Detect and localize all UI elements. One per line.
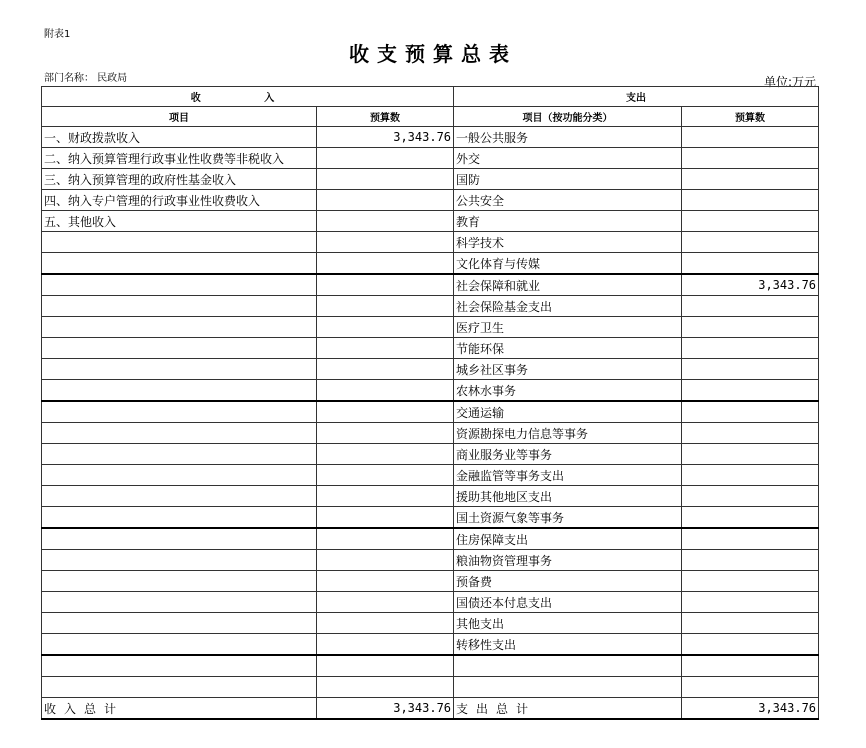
col-header-income-budget: 预算数 xyxy=(317,107,454,127)
table-row xyxy=(42,507,819,529)
table-row xyxy=(42,677,819,698)
column-header-row xyxy=(42,107,819,127)
expense-item-cell: 转移性支出 xyxy=(454,634,682,656)
income-value-cell xyxy=(317,401,454,423)
table-row xyxy=(42,190,819,211)
income-item-cell xyxy=(42,507,317,529)
expense-item-cell: 教育 xyxy=(454,211,682,232)
table-row xyxy=(42,127,819,148)
table-row xyxy=(42,359,819,380)
table-row xyxy=(42,148,819,169)
income-item-cell xyxy=(42,296,317,317)
expense-item-cell: 社会保险基金支出 xyxy=(454,296,682,317)
income-item-cell xyxy=(42,655,317,677)
table-row xyxy=(42,232,819,253)
expense-item-cell: 节能环保 xyxy=(454,338,682,359)
expense-item-cell: 金融监管等事务支出 xyxy=(454,465,682,486)
income-value-cell xyxy=(317,253,454,275)
table-row xyxy=(42,592,819,613)
income-value-cell xyxy=(317,338,454,359)
income-value-cell xyxy=(317,148,454,169)
income-item-cell xyxy=(42,232,317,253)
table-row xyxy=(42,550,819,571)
expense-item-cell xyxy=(454,655,682,677)
expense-section-header: 支出 xyxy=(454,87,819,107)
expense-value-cell xyxy=(682,655,819,677)
expense-item-cell: 援助其他地区支出 xyxy=(454,486,682,507)
income-value-cell xyxy=(317,169,454,190)
table-row xyxy=(42,571,819,592)
page-title: 收支预算总表 xyxy=(349,42,517,66)
expense-item-cell: 住房保障支出 xyxy=(454,528,682,550)
total-income-label: 收入总计 xyxy=(42,698,317,720)
expense-value-cell xyxy=(682,444,819,465)
income-value-cell xyxy=(317,613,454,634)
expense-value-cell xyxy=(682,613,819,634)
expense-item-cell: 一般公共服务 xyxy=(454,127,682,148)
income-value-cell xyxy=(317,317,454,338)
income-item-cell xyxy=(42,274,317,296)
expense-value-cell xyxy=(682,571,819,592)
income-item-cell xyxy=(42,317,317,338)
income-item-cell xyxy=(42,401,317,423)
table-row xyxy=(42,465,819,486)
income-item-cell xyxy=(42,423,317,444)
table-row xyxy=(42,423,819,444)
income-item-cell: 三、纳入预算管理的政府性基金收入 xyxy=(42,169,317,190)
expense-item-cell xyxy=(454,677,682,698)
attachment-label: 附表1 xyxy=(44,29,71,40)
expense-value-cell xyxy=(682,127,819,148)
section-header-row xyxy=(42,87,819,107)
expense-value-cell xyxy=(682,486,819,507)
expense-value-cell xyxy=(682,528,819,550)
income-item-cell xyxy=(42,592,317,613)
income-item-cell xyxy=(42,444,317,465)
expense-value-cell xyxy=(682,592,819,613)
department-name: 部门名称： 民政局 xyxy=(44,73,128,84)
table-row xyxy=(42,169,819,190)
income-value-cell xyxy=(317,571,454,592)
expense-value-cell xyxy=(682,507,819,529)
income-value-cell xyxy=(317,211,454,232)
income-item-cell xyxy=(42,380,317,402)
expense-value-cell xyxy=(682,211,819,232)
expense-value-cell xyxy=(682,423,819,444)
expense-item-cell: 科学技术 xyxy=(454,232,682,253)
expense-value-cell xyxy=(682,338,819,359)
income-value-cell xyxy=(317,296,454,317)
expense-item-cell: 外交 xyxy=(454,148,682,169)
income-value-cell xyxy=(317,528,454,550)
expense-item-cell: 城乡社区事务 xyxy=(454,359,682,380)
income-value-cell xyxy=(317,465,454,486)
table-row xyxy=(42,634,819,656)
income-value-cell xyxy=(317,444,454,465)
table-row xyxy=(42,211,819,232)
expense-value-cell: 3,343.76 xyxy=(682,274,819,296)
table-row xyxy=(42,296,819,317)
total-expense-value: 3,343.76 xyxy=(682,698,819,720)
expense-item-cell: 交通运输 xyxy=(454,401,682,423)
income-item-cell xyxy=(42,338,317,359)
expense-value-cell xyxy=(682,253,819,275)
table-row xyxy=(42,655,819,677)
income-item-cell xyxy=(42,528,317,550)
expense-value-cell xyxy=(682,359,819,380)
income-value-cell xyxy=(317,655,454,677)
expense-value-cell xyxy=(682,380,819,402)
expense-value-cell xyxy=(682,190,819,211)
table-row xyxy=(42,253,819,275)
expense-value-cell xyxy=(682,317,819,338)
expense-value-cell xyxy=(682,677,819,698)
expense-value-cell xyxy=(682,169,819,190)
income-value-cell xyxy=(317,634,454,656)
income-item-cell xyxy=(42,677,317,698)
income-item-cell xyxy=(42,550,317,571)
table-row xyxy=(42,338,819,359)
table-row xyxy=(42,613,819,634)
income-item-cell xyxy=(42,486,317,507)
expense-item-cell: 商业服务业等事务 xyxy=(454,444,682,465)
table-row xyxy=(42,380,819,402)
expense-item-cell: 农林水事务 xyxy=(454,380,682,402)
income-item-cell xyxy=(42,253,317,275)
income-value-cell xyxy=(317,190,454,211)
income-item-cell: 四、纳入专户管理的行政事业性收费收入 xyxy=(42,190,317,211)
expense-value-cell xyxy=(682,401,819,423)
expense-item-cell: 国土资源气象等事务 xyxy=(454,507,682,529)
expense-item-cell: 预备费 xyxy=(454,571,682,592)
table-row xyxy=(42,444,819,465)
expense-value-cell xyxy=(682,148,819,169)
income-value-cell xyxy=(317,677,454,698)
expense-item-cell: 其他支出 xyxy=(454,613,682,634)
income-value-cell xyxy=(317,359,454,380)
income-value-cell xyxy=(317,592,454,613)
income-item-cell xyxy=(42,359,317,380)
expense-value-cell xyxy=(682,296,819,317)
expense-item-cell: 资源勘探电力信息等事务 xyxy=(454,423,682,444)
table-row xyxy=(42,528,819,550)
total-row xyxy=(42,698,819,720)
expense-value-cell xyxy=(682,634,819,656)
expense-value-cell xyxy=(682,465,819,486)
expense-item-cell: 粮油物资管理事务 xyxy=(454,550,682,571)
income-value-cell xyxy=(317,486,454,507)
expense-item-cell: 公共安全 xyxy=(454,190,682,211)
table-row xyxy=(42,317,819,338)
expense-value-cell xyxy=(682,232,819,253)
income-value-cell xyxy=(317,274,454,296)
income-item-cell xyxy=(42,465,317,486)
income-value-cell xyxy=(317,507,454,529)
expense-value-cell xyxy=(682,550,819,571)
income-item-cell xyxy=(42,613,317,634)
expense-item-cell: 国债还本付息支出 xyxy=(454,592,682,613)
income-value-cell xyxy=(317,550,454,571)
budget-table xyxy=(41,86,819,720)
income-section-header: 收 入 xyxy=(42,87,454,107)
table-row xyxy=(42,486,819,507)
total-expense-label: 支出总计 xyxy=(454,698,682,720)
income-item-cell xyxy=(42,571,317,592)
income-item-cell: 一、财政拨款收入 xyxy=(42,127,317,148)
income-value-cell xyxy=(317,423,454,444)
income-item-cell: 五、其他收入 xyxy=(42,211,317,232)
income-value-cell xyxy=(317,380,454,402)
expense-item-cell: 社会保障和就业 xyxy=(454,274,682,296)
expense-item-cell: 医疗卫生 xyxy=(454,317,682,338)
income-item-cell xyxy=(42,634,317,656)
expense-item-cell: 国防 xyxy=(454,169,682,190)
col-header-expense-budget: 预算数 xyxy=(682,107,819,127)
income-value-cell: 3,343.76 xyxy=(317,127,454,148)
col-header-expense-item: 项目（按功能分类） xyxy=(454,107,682,127)
income-item-cell: 二、纳入预算管理行政事业性收费等非税收入 xyxy=(42,148,317,169)
col-header-income-item: 项目 xyxy=(42,107,317,127)
expense-item-cell: 文化体育与传媒 xyxy=(454,253,682,275)
unit-label: 单位:万元 xyxy=(763,75,816,89)
table-row xyxy=(42,401,819,423)
total-income-value: 3,343.76 xyxy=(317,698,454,720)
income-value-cell xyxy=(317,232,454,253)
table-row xyxy=(42,274,819,296)
